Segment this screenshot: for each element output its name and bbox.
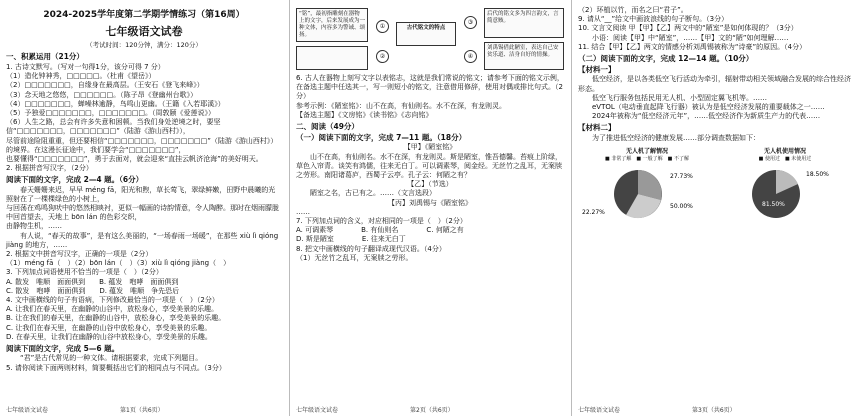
text-line: 山不在高，有仙则名。水不在深，有龙则灵。斯是陋室，惟吾德馨。苔痕上阶绿，草色入帘青。谈笑有鸿儒，往来无白丁。可以调素琴，阅金经。无丝竹之乱耳，无案牍之劳形。南阳诸葛庐，西蜀子云亭。孔子云：何陋之有？	[296, 152, 562, 180]
text-line: 尽管前途险阻重重，但还要相信“□□□□□□□，□□□□□□□”（陆游《游山西村》）的境界。在这漫长征途中，我们要学会“□□□□□□□”，	[6, 136, 278, 154]
page-footer: 七年级语文试卷 第3页（共6页）	[578, 407, 736, 414]
text-line: （6）人生之路，总会有许多失意和困顿。当我们身处逆境之时，要坚信“□□□□□□□，□□□□□□□”（陆游《游山西村》），	[6, 118, 221, 136]
text-line: 小语：阅读【甲】中“陋室”，……【甲】文的“陋”如何理解……	[578, 33, 789, 42]
text-line: （5）予独爱□□□□□□□，□□□□□□□。（周敦颐《爱莲说》）	[6, 109, 216, 118]
text-line: 二、阅读（49分）	[296, 122, 359, 132]
text-line: 5. 请你阅读下面两则材料，简要概括出它们的相同点与不同点。（3分）	[6, 363, 226, 372]
text-line: （4）□□□□□□□，蝉噪林逾静，鸟鸣山更幽。（王籍《入若耶溪》）	[6, 99, 225, 108]
text-line: 陋室之名，古已有之。……（文言选段）	[296, 189, 436, 198]
text-line: 【乙】（节选）	[407, 180, 453, 189]
text-line: 【材料二】	[578, 123, 616, 133]
text-line: 2. 根据文中拼音写汉字，正确的一项是（2分）	[6, 250, 153, 259]
text-line: 4. 文中画横线的句子有语病，下列修改最恰当的一项是（ ）（2分）	[6, 296, 219, 305]
exam-title: 2024-2025学年度第二学期学情练习（第16周）	[43, 10, 245, 20]
pie-label: 22.27%	[582, 208, 605, 216]
text-line: 2. 根据拼音写汉字，（2分）	[6, 164, 93, 173]
pie-label: 18.50%	[806, 170, 829, 178]
page-footer: 七年级语文试卷 第1页（共6页）	[6, 407, 164, 414]
diagram-marker: ③	[464, 16, 477, 29]
pie-chart-usage	[716, 146, 854, 228]
section-heading: 一、积累运用（21分）	[6, 52, 84, 61]
text-line: 1. 古诗文默写。（写对一句得1分，该分可得 7 分）	[6, 63, 165, 71]
text-line: 【材料一】	[578, 65, 616, 75]
text-line: 3. 下列加点词语使用不恰当的一项是（ ）（2分）	[6, 268, 163, 277]
pie-label: 81.50%	[762, 200, 785, 208]
chart-legend: ■ 使用过 ■ 未使用过	[758, 155, 812, 162]
text-line: C. 散发 咆哮 面面俱到 D. 蕴发 唯顺 争先恐后	[6, 286, 180, 295]
text-line: （3）念天地之悠悠，□□□□□□。（陈子昂《登幽州台歌》）	[6, 90, 198, 99]
survey-charts	[578, 146, 854, 228]
page-3	[572, 0, 860, 416]
text-line: 阅读下面的文字，完成 5—6 题。	[6, 344, 120, 354]
pie-label: 27.73%	[670, 172, 693, 180]
text-line: B. 让在我们的春天里，在幽静的山谷中，放松身心，享受美景的乐趣。	[6, 314, 226, 323]
text-line: （1）无丝竹之乱耳，无案牍之劳形。	[296, 253, 413, 262]
pie-chart-awareness	[578, 146, 716, 228]
chart-title: 无人机使用情况	[763, 147, 806, 155]
exam-subtitle: 七年级语文试卷	[105, 25, 183, 38]
text-line: （2）环植以竹，而名之曰“君子”。	[578, 6, 688, 14]
text-line: eVTOL（电动垂直起降飞行器）被认为是低空经济发展的重要载体之一……	[578, 103, 825, 112]
text-line: C. 让我们在春天里，在幽静的山谷中放松身心，享受美景的乐趣。	[6, 323, 212, 332]
text-line: 11. 结合【甲】【乙】两文的情感分析刘禹锡被称为“诗豪”的原因。（4分）	[578, 42, 807, 51]
text-line: （2）□□□□□□□，自缘身在最高层。（王安石《登飞来峰》）	[6, 81, 204, 90]
page-1	[0, 0, 288, 416]
text-line: 有人说，“春天的故事”，是有这么美丽的，“一场春雨一场暖”，在那些 xiù lì qióng jiàng 的地方，……	[6, 231, 281, 249]
text-line: 7. 下列加点词的含义，对应相同的一项是（ ）（2分）	[296, 217, 467, 226]
pie-svg	[716, 162, 854, 224]
text-line: 阅读下面的文字，完成 2—4 题。（6分）	[6, 175, 144, 185]
text-line: 为了推进低空经济的健康发展……部分调查数据如下：	[578, 133, 760, 142]
pie-svg	[578, 162, 716, 224]
diagram-box	[296, 46, 368, 70]
text-line: 低空飞行服务包括民用无人机、小型固定翼飞机等。……	[578, 93, 767, 102]
text-line: 低空经济，是以各类低空飞行活动为牵引，辐射带动相关领域融合发展的综合性经济形态。	[578, 75, 851, 93]
text-line: 6. 古人在器物上刻写文字以表铭志，这就是我们常说的铭文；请参考下面的铭文示例，在备选主题中任选其一，写一则短小的铭文，注意借用修辞，使用对偶或排比句式。（2分）	[296, 74, 564, 101]
text-line: 由静物生机，……	[6, 222, 62, 231]
page-1-lines	[6, 63, 282, 373]
diagram-center-box: 古代铭文的特点	[396, 22, 456, 46]
text-line: 也要懂得“□□□□□□□”，勇于去面对，就会迎来“直挂云帆济沧海”的美好明天。	[6, 155, 263, 164]
text-line: 2024年被称为“低空经济元年”，……低空经济作为新质生产力的代表……	[578, 112, 821, 121]
text-line: A. 可调素琴 B. 有仙则名 C. 何陋之有	[296, 226, 464, 235]
diagram-marker: ①	[376, 20, 389, 33]
text-line: （1）méng fā（ ）（2）bōn lán（ ）（3）xiù lì qióng jiàng（ ）	[6, 259, 231, 268]
text-line: 9. 请从“__”给文中画波浪线的句子断句。（3分）	[578, 15, 729, 24]
diagram-box: 刘禹锡借此陋室，表达自己安贫乐道、洁身自好的情操。	[484, 42, 564, 70]
diagram-box: 后代的铭文多为四言韵文，言简意赅。	[484, 8, 564, 38]
page-footer: 七年级语文试卷 第2页（共6页）	[296, 407, 454, 414]
chart-legend: ■ 非常了解 ■ 一般了解 ■ 不了解	[605, 155, 689, 162]
concept-diagram	[296, 8, 564, 72]
exam-info: （考试时间：120分钟，满分：120分）	[86, 41, 202, 49]
diagram-marker: ④	[464, 50, 477, 63]
text-line: A. 散发 唯顺 面面俱到 B. 蕴发 咆哮 面面俱到	[6, 277, 179, 286]
page-2	[290, 0, 570, 416]
diagram-marker: ②	[376, 50, 389, 63]
chart-title: 无人机了解情况	[625, 147, 668, 155]
text-line: 【备选主题】《文房铭》《读书铭》《志向铭》	[296, 110, 433, 119]
pie-label: 50.00%	[670, 202, 693, 210]
text-line: 与回荡在鸡鸣狗吠中的悠然相映衬，更似一幅画的诗韵情意，令人陶醉。那时在烟雨朦胧中回首望去，天地上 bōn lán 的色彩交织，	[6, 204, 279, 222]
text-line: ……	[296, 207, 310, 216]
text-line: （1）造化钟神秀，□□□□□。（杜甫《望岳》）	[6, 72, 156, 81]
text-line: 春天姗姗来迟，早早 méng fā，阳光和煦，草长莺飞，翠绿鲜嫩，田野中晨曦的光照射在了一棵棵绿色的小树上，	[6, 185, 276, 203]
diagram-box: “铭”，最初指雕刻在器物上的文字，后来发展成为一种文体，内容多为警诫、颂扬。	[296, 8, 368, 42]
text-line: “君”是古代常见的一种文体。请根据要求，完成下列题目。	[6, 354, 203, 363]
text-line: 8. 把文中画横线的句子翻译成现代汉语。（4分）	[296, 244, 446, 253]
text-line: A. 让我们在春天里，在幽静的山谷中，放松身心，享受美景的乐趣。	[6, 305, 219, 314]
text-line: D. 斯是陋室 E. 往来无白丁	[296, 235, 406, 244]
page-3-lines	[578, 6, 854, 143]
text-line: 【甲】《陋室铭》	[403, 143, 457, 152]
text-line: 【丙】刘禹锡与《陋室铭》	[388, 198, 472, 207]
text-line: （二）阅读下面的文字，完成 12—14 题。（10分）	[578, 54, 754, 64]
text-line: 10. 文言文阅读 甲【甲】【乙】两文中的“陋室”是如何体现的？（3分）	[578, 24, 798, 33]
text-line: 参考示例：《陋室铭》：山不在高，有仙则名。水不在深，有龙则灵。	[296, 101, 506, 110]
text-line: D. 在春天里，让我们在幽静的山谷中放松身心，享受美景的乐趣。	[6, 332, 212, 341]
page-2-lines	[296, 74, 564, 263]
text-line: （一）阅读下面的文字，完成 7—11 题。（18分）	[296, 133, 467, 143]
